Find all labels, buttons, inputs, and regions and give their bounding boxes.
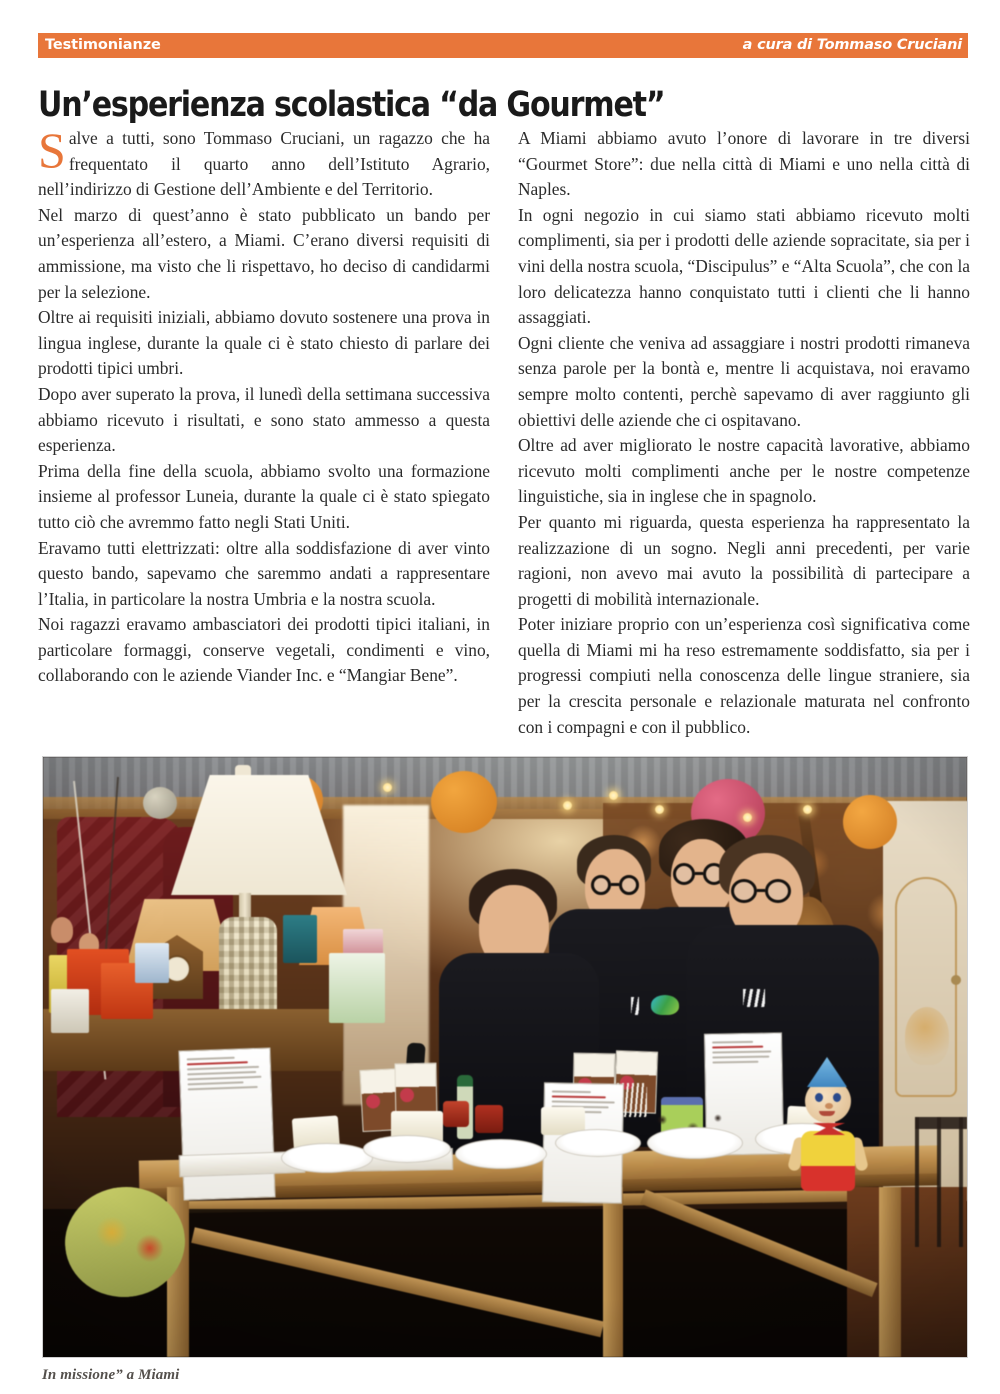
sign-text-line — [712, 1041, 753, 1044]
serving-plate — [555, 1129, 641, 1157]
school-logo-icon — [651, 995, 679, 1015]
product-package — [343, 929, 383, 955]
paragraph: Per quanto mi riguarda, questa esperienza ha rappresentato la realizzazione di un sogno. Negli anni precedenti, per varie ragioni, non avevo mai avuto la possibilità di partecipare a progetti di mobilità internazionale. — [518, 511, 970, 609]
rubric-label: Testimonianze — [45, 37, 161, 54]
photo-caption: In missione” a Miami — [42, 1367, 180, 1383]
string-light-bulb — [609, 791, 618, 800]
article-body — [38, 122, 971, 740]
paper-lantern — [843, 795, 897, 849]
sign-text-line — [187, 1066, 259, 1071]
product-package — [135, 943, 169, 983]
eyeglasses-icon — [731, 879, 757, 903]
rubric-bar — [38, 33, 968, 58]
preserve-jar — [443, 1101, 469, 1127]
paragraph: Prima della fine della scuola, abbiamo svolto una formazione insieme al professor Luneia, durante la quale ci è stato spiegato tutto ciò che avremmo fatto negli Stati Uniti. — [38, 460, 490, 532]
sign-text-line — [712, 1051, 771, 1054]
sign-text-line — [187, 1061, 248, 1065]
string-light-bulb — [383, 783, 392, 792]
string-light-bulb — [563, 801, 572, 810]
eyeglasses-icon — [673, 863, 695, 885]
cherub-mural — [905, 1007, 949, 1065]
photo-content — [43, 757, 967, 1357]
paragraph: In ogni negozio in cui siamo stati abbiamo ricevuto molti complimenti, sia per i prodotti delle aziende sopracitate, sia per i vini della nostra scuola, “Discipulus” e “Alta Scuola”, che con la loro delicatezza hanno conquistato tutti i clienti che li hanno assaggiati. — [518, 204, 971, 328]
eyeglasses-bridge — [757, 889, 765, 892]
preserve-jar — [475, 1105, 503, 1133]
serving-plate — [647, 1127, 743, 1159]
sign-text-line — [552, 1095, 606, 1098]
table-leg — [603, 1187, 623, 1357]
sign-text-line — [712, 1046, 763, 1049]
info-sign — [178, 1047, 275, 1200]
product-package — [283, 915, 317, 963]
paper-lantern — [431, 771, 497, 833]
paragraph: A Miami abbiamo avuto l’onore di lavorare in tre diversi “Gourmet Store”: due nella città di Miami e uno nella città di Naples. — [518, 128, 970, 200]
paragraph: Ogni cliente che veniva ad assaggiare i nostri prodotti rimaneva senza parole per la bontà e, mentre li acquistava, noi eravamo sempre molto contenti, perchè sapevamo di aver raggiunto gli obiettivi delle aziende che ci ospitavano. — [518, 332, 970, 430]
figurine-eye — [815, 1093, 823, 1102]
paragraph: Oltre ai requisiti iniziali, abbiamo dovuto sostenere una prova in lingua inglese, durante la quale ci è stato chiesto di parlare dei prodotti tipici umbri. — [38, 307, 490, 379]
table-leg — [879, 1187, 901, 1357]
string-light-bulb — [803, 805, 812, 814]
sign-text-line — [552, 1090, 591, 1093]
paragraph: Poter iniziare proprio con un’esperienza così significativa come quella di Miami mi ha reso estremamente soddisfatto, sia per i progressi compiuti nella conoscenza delle lingue straniere, sia per la crescita personale e relazionale maturata nel confronto con i compagni e con il pubblico. — [518, 614, 970, 737]
sign-text-line — [187, 1076, 261, 1081]
paragraph: Oltre ad aver migliorato le nostre capacità lavorative, abbiamo ricevuto molti complimenti anche per le nostre competenze linguistiche, sia in inglese che in spagnolo. — [518, 435, 970, 507]
string-light-bulb — [743, 813, 752, 822]
photo-scene — [43, 757, 967, 1357]
article-photo — [42, 756, 968, 1358]
eyeglasses-icon — [619, 875, 639, 895]
sign-text-line — [712, 1056, 769, 1059]
product-package — [51, 989, 89, 1033]
rubric-byline: a cura di Tommaso Cruciani — [742, 37, 962, 54]
bar-stool — [915, 1117, 967, 1247]
paragraph: Nel marzo di quest’anno è stato pubblicato un bando per un’esperienza all’estero, a Miami. C’erano diversi requisiti di ammissione, ma visto che li rispettavo, ho deciso di candidarmi per la selezione. — [38, 204, 490, 302]
brand-mark-icon — [743, 989, 765, 1007]
serving-plate — [455, 1139, 547, 1169]
figurine-nose — [825, 1103, 833, 1109]
eyeglasses-bridge — [611, 883, 619, 886]
product-package — [329, 953, 385, 1023]
figurine-eye — [833, 1093, 841, 1102]
figurine-body — [801, 1131, 855, 1191]
string-light-bulb — [655, 805, 664, 814]
serving-plate — [281, 1143, 373, 1173]
paragraph: Noi ragazzi eravamo ambasciatori dei prodotti tipici italiani, in particolare formaggi, conserve vegetali, condimenti e vino, collaborando con le aziende Viander Inc. e “Mangiar Bene”. — [38, 614, 490, 686]
sign-text-line — [187, 1071, 256, 1075]
sign-text-line — [712, 1061, 758, 1064]
eyeglasses-icon — [591, 875, 611, 895]
lamp-base — [219, 917, 277, 1017]
background-person — [51, 917, 73, 943]
sign-text-line — [187, 1057, 235, 1061]
paragraph: Dopo aver superato la prova, il lunedì della settimana successiva abbiamo ricevuto i risultati, e sono stato ammesso a questa esperienza. — [38, 383, 490, 456]
article-column-right — [518, 126, 970, 740]
paragraph: Salve a tutti, sono Tommaso Cruciani, un ragazzo che ha frequentato il quarto anno dell’Istituto Agrario, nell’indirizzo di Gestione dell’Ambiente e del Territorio. — [38, 122, 490, 200]
article-column-left — [38, 122, 490, 740]
sign-text-line — [552, 1100, 615, 1103]
lamp-neck — [239, 893, 251, 919]
paper-lantern — [143, 787, 177, 819]
sign-text-line — [188, 1081, 244, 1085]
figurine-mouth — [819, 1111, 835, 1116]
paragraph: Eravamo tutti elettrizzati: oltre alla soddisfazione di aver vinto questo bando, sapevamo che saremmo andati a rappresentare l’Italia, in particolare la nostra Umbria e la nostra scuola. — [38, 537, 490, 609]
eyeglasses-icon — [765, 879, 791, 903]
serving-plate — [363, 1135, 451, 1163]
door-knob — [951, 975, 961, 985]
page-title: Un’esperienza scolastica “da Gourmet” — [38, 85, 665, 126]
eyeglasses-bridge — [695, 872, 703, 875]
sign-text-line — [188, 1086, 258, 1090]
